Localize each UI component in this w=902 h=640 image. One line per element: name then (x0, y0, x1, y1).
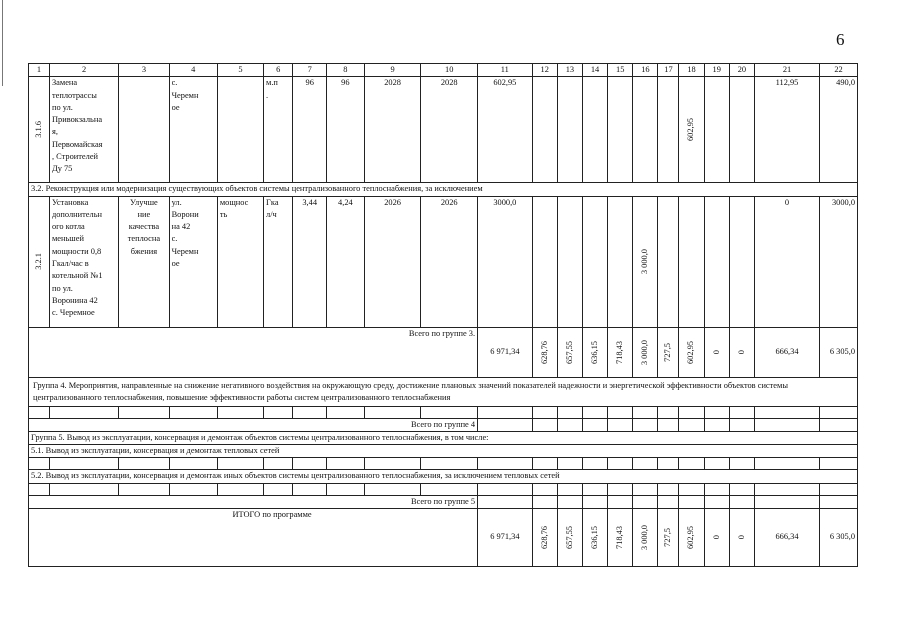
amount-vertical: 718,43 (615, 340, 625, 364)
text-line: бжения (130, 246, 158, 256)
empty-cell (729, 406, 754, 418)
table-row-3-2-1 (29, 196, 858, 327)
text-line: Ворони (171, 209, 199, 219)
empty-cell (293, 406, 327, 418)
grand-total-label: ИТОГО по программе (29, 509, 478, 567)
empty-cell (608, 458, 633, 470)
subheader-row (29, 445, 858, 458)
year-amount-cell (532, 77, 557, 183)
header-cell: 12 (532, 64, 557, 77)
empty-cell (704, 495, 729, 508)
text-line: Гка (266, 197, 279, 207)
empty-cell (264, 458, 293, 470)
header-cell: 17 (658, 64, 679, 77)
param-cell (217, 77, 263, 183)
header-cell: 9 (364, 64, 421, 77)
text-line: . (266, 90, 269, 100)
row-code: 3.2.1 (33, 253, 43, 270)
header-cell: 1 (29, 64, 50, 77)
empty-cell (679, 458, 704, 470)
year-amount-cell (608, 196, 633, 327)
empty-cell (820, 495, 858, 508)
header-cell: 15 (608, 64, 633, 77)
group-heading-row (29, 431, 858, 444)
text-line: мощности 0,8 (51, 246, 102, 256)
purpose-cell (119, 196, 169, 327)
table-row-3-1-6 (29, 77, 858, 183)
total-label: Всего по группе 5 (29, 495, 478, 508)
amount-vertical: 3 000,0 (640, 339, 650, 365)
empty-cell (364, 406, 421, 418)
group-heading-row (29, 377, 858, 406)
text-line: ое (171, 102, 180, 112)
purpose-cell (119, 77, 169, 183)
text-line: теплотрассы (51, 90, 97, 100)
year-amount-cell (532, 509, 557, 567)
amount-vertical: 718,43 (615, 526, 625, 550)
program-table (28, 63, 858, 567)
amount-vertical: 628,76 (539, 340, 549, 364)
total-row-group3 (29, 327, 858, 377)
text-line: ние (137, 209, 151, 219)
empty-cell (608, 418, 633, 431)
year-amount-cell (557, 77, 582, 183)
empty-cell (264, 406, 293, 418)
text-line: мощнос (219, 197, 249, 207)
empty-cell (532, 418, 557, 431)
year-amount-cell (658, 509, 679, 567)
amount-vertical: 3 000,0 (640, 525, 650, 551)
empty-cell (704, 418, 729, 431)
year-amount-cell (729, 509, 754, 567)
empty-cell (326, 406, 364, 418)
header-cell: 5 (217, 64, 263, 77)
text-line: Замена (51, 78, 78, 88)
subheader-row (29, 470, 858, 483)
year-amount-cell (704, 77, 729, 183)
empty-cell (557, 418, 582, 431)
text-line: я, (51, 127, 58, 137)
year-amount-cell (679, 327, 704, 377)
empty-cell (729, 495, 754, 508)
header-cell: 8 (326, 64, 364, 77)
header-cell: 14 (582, 64, 607, 77)
empty-cell (293, 458, 327, 470)
text-line: дополнительн (51, 209, 102, 219)
year-amount-cell (658, 196, 679, 327)
empty-cell (557, 458, 582, 470)
text-line: Гкал/час в (51, 259, 89, 269)
total-row-group5 (29, 495, 858, 508)
header-cell: 3 (119, 64, 169, 77)
empty-cell (820, 418, 858, 431)
empty-cell (478, 458, 533, 470)
empty-cell (658, 406, 679, 418)
empty-cell (729, 418, 754, 431)
empty-cell (478, 418, 533, 431)
text-line: Улучше (130, 197, 158, 207)
row-code: 3.1.6 (33, 121, 43, 139)
empty-cell (326, 483, 364, 495)
text-line: Черемн (171, 90, 199, 100)
year-cell: 2028 (364, 77, 421, 183)
header-cell: 20 (729, 64, 754, 77)
year-amount-cell (729, 327, 754, 377)
empty-cell (729, 483, 754, 495)
empty-cell (421, 458, 478, 470)
empty-cell (608, 495, 633, 508)
empty-cell (754, 483, 819, 495)
header-cell: 11 (478, 64, 533, 77)
amount-vertical: 657,55 (564, 526, 574, 550)
text-line: по ул. (51, 102, 73, 112)
empty-cell (608, 406, 633, 418)
empty-cell (169, 406, 217, 418)
empty-cell (532, 406, 557, 418)
header-cell: 19 (704, 64, 729, 77)
empty-cell (532, 483, 557, 495)
subsection-heading: 5.1. Вывод из эксплуатации, консервация и демонтаж тепловых сетей (29, 445, 858, 458)
unit-cell (264, 77, 293, 183)
amount-vertical: 602,95 (686, 118, 696, 142)
text-line: ул. (171, 197, 182, 207)
header-cell: 16 (633, 64, 658, 77)
object-name-cell (49, 77, 118, 183)
amount-vertical: 0 (711, 535, 721, 540)
empty-cell (293, 483, 327, 495)
empty-cell (582, 458, 607, 470)
amount-cell: 3000,0 (820, 196, 858, 327)
empty-cell (169, 483, 217, 495)
amount-cell: 6 305,0 (820, 509, 858, 567)
header-cell: 21 (754, 64, 819, 77)
year-amount-cell (557, 327, 582, 377)
text-line: на 42 (171, 222, 191, 232)
text-line: л/ч (266, 209, 277, 219)
year-amount-cell (633, 509, 658, 567)
empty-cell (478, 406, 533, 418)
subsection-heading: 3.2. Реконструкция или модернизация существующих объектов системы централизованного теплоснабжения, за исключением (29, 183, 858, 196)
empty-cell (704, 406, 729, 418)
empty-cell (119, 406, 169, 418)
header-row (29, 64, 858, 77)
amount-cell: 6 971,34 (478, 327, 533, 377)
empty-cell (679, 406, 704, 418)
year-amount-cell (704, 196, 729, 327)
place-cell (169, 77, 217, 183)
amount-vertical: 3 000,0 (640, 249, 650, 275)
text-line: ого котла (51, 222, 85, 232)
value-cell: 96 (326, 77, 364, 183)
empty-cell (557, 406, 582, 418)
page-edge-rule (2, 0, 3, 86)
empty-cell (633, 458, 658, 470)
empty-cell (557, 483, 582, 495)
year-amount-cell (608, 327, 633, 377)
group5-heading: Группа 5. Вывод из эксплуатации, консервация и демонтаж объектов системы централизованного теплоснабжения, в том числе: (29, 431, 858, 444)
empty-cell (264, 483, 293, 495)
text-line: с. (171, 78, 178, 88)
header-cell: 10 (421, 64, 478, 77)
empty-cell (326, 458, 364, 470)
year-amount-cell (532, 196, 557, 327)
empty-cell (217, 406, 263, 418)
amount-cell: 3000,0 (478, 196, 533, 327)
empty-cell (820, 406, 858, 418)
empty-cell (729, 458, 754, 470)
header-cell: 6 (264, 64, 293, 77)
header-cell: 7 (293, 64, 327, 77)
amount-cell: 602,95 (478, 77, 533, 183)
year-amount-cell (729, 196, 754, 327)
amount-vertical: 602,95 (686, 526, 696, 550)
empty-cell (633, 406, 658, 418)
text-line: по ул. (51, 283, 73, 293)
empty-cell (582, 406, 607, 418)
amount-vertical: 602,95 (686, 340, 696, 364)
empty-cell (364, 458, 421, 470)
year-cell: 2026 (364, 196, 421, 327)
header-cell: 13 (557, 64, 582, 77)
text-line: котельной №1 (51, 271, 103, 281)
year-amount-cell (633, 327, 658, 377)
empty-cell (704, 483, 729, 495)
empty-cell (658, 418, 679, 431)
text-line: , Строителей (51, 152, 99, 162)
grand-total-row (29, 509, 858, 567)
empty-cell (421, 406, 478, 418)
text-line: м.п (266, 78, 278, 88)
empty-cell (679, 495, 704, 508)
value-cell: 96 (293, 77, 327, 183)
year-amount-cell (704, 327, 729, 377)
text-line: ое (171, 259, 180, 269)
amount-cell: 490,0 (820, 77, 858, 183)
row-code-cell (29, 77, 50, 183)
empty-cell (532, 495, 557, 508)
param-cell (217, 196, 263, 327)
empty-cell (820, 483, 858, 495)
year-cell: 2026 (421, 196, 478, 327)
text-line: Воронина 42 (51, 295, 98, 305)
year-amount-cell (729, 77, 754, 183)
header-cell: 4 (169, 64, 217, 77)
text-line: с. Черемное (51, 308, 95, 318)
year-amount-cell (679, 77, 704, 183)
year-amount-cell (582, 77, 607, 183)
empty-cell (582, 483, 607, 495)
text-line: Ду 75 (51, 164, 73, 174)
empty-cell (364, 483, 421, 495)
amount-vertical: 636,15 (589, 340, 599, 364)
year-amount-cell (608, 77, 633, 183)
text-line: теплосна (127, 234, 161, 244)
amount-vertical: 657,55 (564, 340, 574, 364)
amount-cell: 112,95 (754, 77, 819, 183)
object-name-cell (49, 196, 118, 327)
group4-heading: Группа 4. Мероприятия, направленные на снижение негативного воздействия на окружающую среду, достижение плановых значений показателей надежности и энергетической эффективности объектов системы централизованного теплоснабжения, повышение эффективности работы систем централизованного теплоснабжения (29, 377, 858, 406)
value-cell: 3,44 (293, 196, 327, 327)
text-line: с. (171, 234, 178, 244)
header-cell: 18 (679, 64, 704, 77)
year-amount-cell (608, 509, 633, 567)
amount-cell: 666,34 (754, 327, 819, 377)
empty-cell (49, 458, 118, 470)
year-amount-cell (658, 77, 679, 183)
year-amount-cell (679, 509, 704, 567)
empty-cell (754, 418, 819, 431)
empty-cell (169, 458, 217, 470)
empty-cell (49, 406, 118, 418)
year-amount-cell (658, 327, 679, 377)
year-amount-cell (704, 509, 729, 567)
empty-cell (532, 458, 557, 470)
text-line: Первомайская (51, 139, 103, 149)
year-amount-cell (582, 196, 607, 327)
empty-cell (29, 483, 50, 495)
subheader-row (29, 183, 858, 196)
text-line: Черемн (171, 246, 199, 256)
text-line: ть (219, 209, 228, 219)
empty-cell (582, 418, 607, 431)
empty-cell (633, 483, 658, 495)
page-number: 6 (836, 30, 845, 49)
empty-row (29, 406, 858, 418)
row-code-cell (29, 196, 50, 327)
empty-cell (49, 483, 118, 495)
empty-row (29, 483, 858, 495)
header-cell: 22 (820, 64, 858, 77)
total-row-group4 (29, 418, 858, 431)
year-amount-cell (582, 327, 607, 377)
year-amount-cell (633, 77, 658, 183)
amount-vertical: 0 (736, 535, 746, 540)
empty-cell (29, 406, 50, 418)
empty-cell (217, 483, 263, 495)
empty-cell (679, 418, 704, 431)
year-amount-cell (532, 327, 557, 377)
text-line: качества (128, 222, 160, 232)
amount-vertical: 0 (736, 350, 746, 355)
amount-cell: 0 (754, 196, 819, 327)
empty-cell (582, 495, 607, 508)
value-cell: 4,24 (326, 196, 364, 327)
empty-cell (633, 418, 658, 431)
total-label: Всего по группе 4 (29, 418, 478, 431)
year-amount-cell (557, 509, 582, 567)
empty-cell (658, 495, 679, 508)
empty-cell (820, 458, 858, 470)
year-amount-cell (582, 509, 607, 567)
year-amount-cell (679, 196, 704, 327)
empty-cell (478, 495, 533, 508)
empty-cell (29, 458, 50, 470)
empty-cell (679, 483, 704, 495)
empty-cell (658, 483, 679, 495)
empty-cell (754, 406, 819, 418)
amount-vertical: 636,15 (589, 526, 599, 550)
empty-cell (658, 458, 679, 470)
amount-vertical: 727,5 (663, 342, 673, 362)
empty-cell (754, 458, 819, 470)
empty-cell (704, 458, 729, 470)
unit-cell (264, 196, 293, 327)
text-line: Установка (51, 197, 89, 207)
empty-cell (557, 495, 582, 508)
total-label: Всего по группе 3. (29, 327, 478, 377)
amount-vertical: 628,76 (539, 526, 549, 550)
year-amount-cell (633, 196, 658, 327)
header-cell: 2 (49, 64, 118, 77)
text-line: Привокзальна (51, 115, 103, 125)
place-cell (169, 196, 217, 327)
empty-cell (608, 483, 633, 495)
empty-cell (119, 483, 169, 495)
empty-cell (421, 483, 478, 495)
amount-cell: 666,34 (754, 509, 819, 567)
year-amount-cell (557, 196, 582, 327)
empty-cell (119, 458, 169, 470)
empty-row (29, 458, 858, 470)
amount-vertical: 0 (711, 350, 721, 355)
empty-cell (478, 483, 533, 495)
amount-cell: 6 971,34 (478, 509, 533, 567)
empty-cell (217, 458, 263, 470)
text-line: меньшей (51, 234, 84, 244)
year-cell: 2028 (421, 77, 478, 183)
amount-cell: 6 305,0 (820, 327, 858, 377)
empty-cell (633, 495, 658, 508)
empty-cell (754, 495, 819, 508)
subsection-heading: 5.2. Вывод из эксплуатации, консервация и демонтаж иных объектов системы централизованного теплоснабжения, за исключением тепловых сетей (29, 470, 858, 483)
amount-vertical: 727,5 (663, 528, 673, 547)
